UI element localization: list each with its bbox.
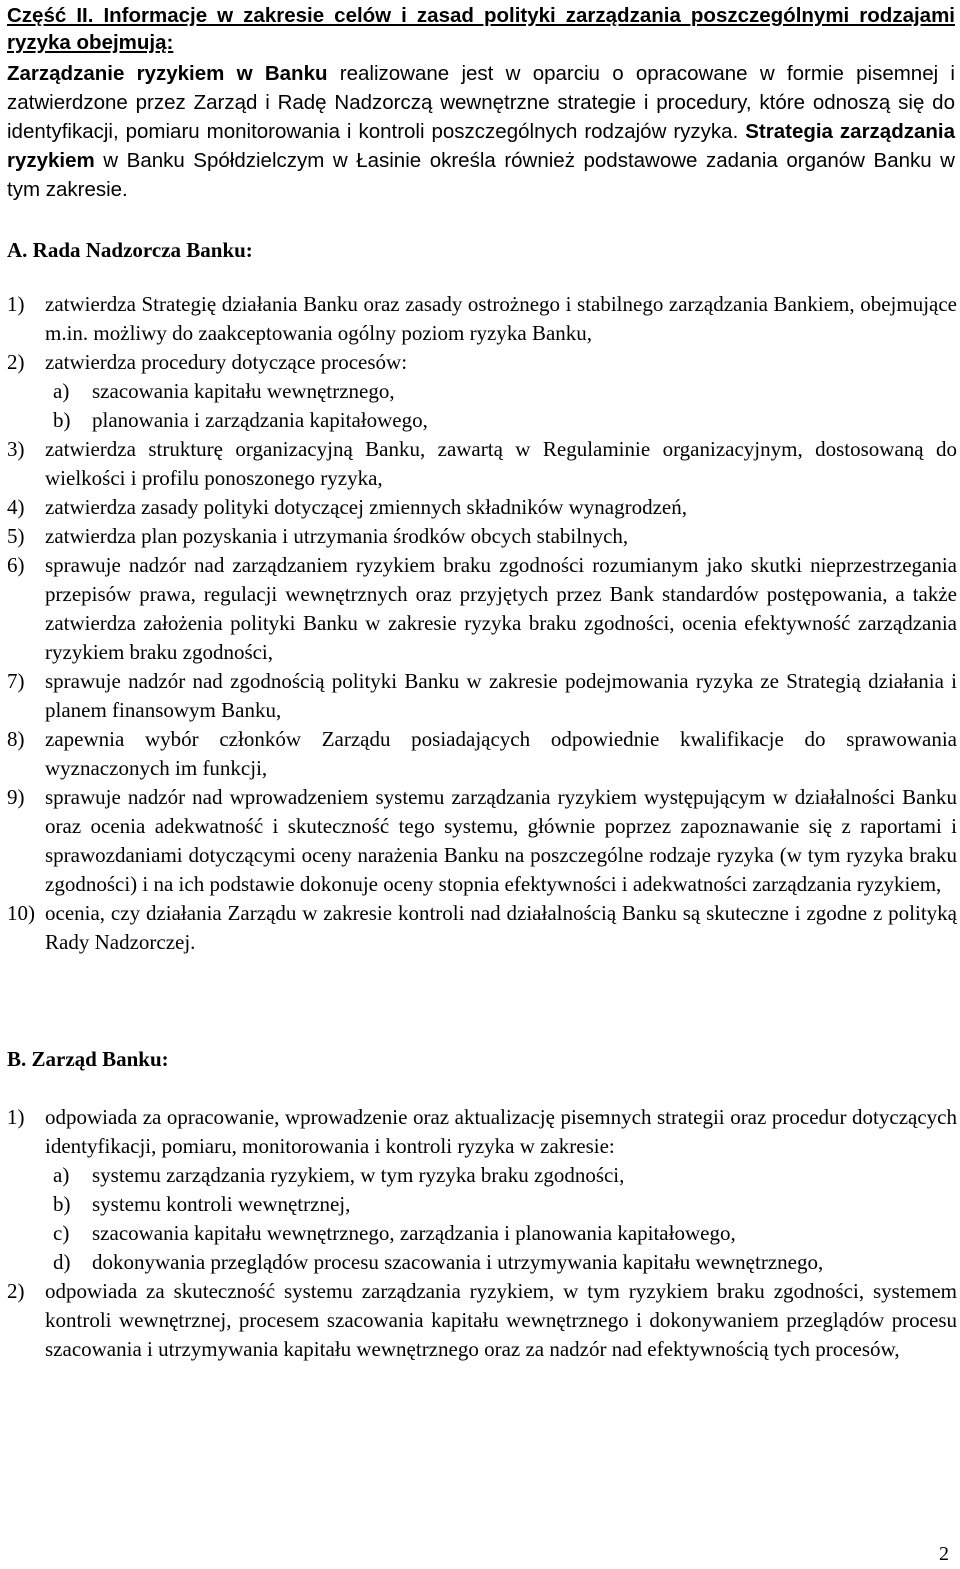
- section-b-list: [7, 1103, 957, 1364]
- list-item-text: zatwierdza plan pozyskania i utrzymania środków obcych stabilnych,: [45, 524, 629, 548]
- list-item-number: 9): [7, 785, 25, 809]
- sub-list-item: [45, 1161, 957, 1190]
- intro-text-2: w Banku Spółdzielczym w Łasinie określa również podstawowe zadania organów Banku w tym zakresie.: [7, 149, 955, 201]
- list-item: [7, 522, 957, 551]
- list-item: [7, 1277, 957, 1364]
- sub-list-item: [45, 377, 957, 406]
- sub-list-item: [45, 1219, 957, 1248]
- list-item-text: zapewnia wybór członków Zarządu posiadających odpowiednie kwalifikacje do sprawowania wyznaczonych im funkcji,: [45, 727, 957, 780]
- list-item-text: sprawuje nadzór nad zarządzaniem ryzykiem braku zgodności rozumianym jako skutki nieprzestrzegania przepisów prawa, regulacji wewnętrznych oraz przyjętych przez Bank standardów postępowania, a także zatwierdza założenia polityki Banku w zakresie ryzyka braku zgodności, ocenia efektywność zarządzania ryzykiem braku zgodności,: [45, 553, 957, 664]
- sub-list-item-letter: b): [53, 1192, 71, 1216]
- intro-paragraph: [7, 59, 955, 204]
- list-item-number: 2): [7, 1279, 25, 1303]
- list-item-number: 10): [7, 901, 35, 925]
- page-title: Część II. Informacje w zakresie celów i zasad polityki zarządzania poszczególnymi rodzajami ryzyka obejmują:: [7, 4, 955, 54]
- list-item: [7, 783, 957, 899]
- section-a-heading: A. Rada Nadzorcza Banku:: [7, 238, 253, 262]
- sub-list-item-text: planowania i zarządzania kapitałowego,: [92, 408, 428, 432]
- sub-list-item-letter: a): [53, 1163, 70, 1187]
- sub-list-item-text: szacowania kapitału wewnętrznego,: [92, 379, 395, 403]
- page-number: 2: [939, 1543, 949, 1565]
- list-item-number: 8): [7, 727, 25, 751]
- list-item: [7, 1103, 957, 1277]
- sub-list: [45, 1161, 957, 1277]
- sub-list-item-letter: b): [53, 408, 71, 432]
- list-item-text: ocenia, czy działania Zarządu w zakresie kontroli nad działalnością Banku są skuteczne i zgodne z polityką Rady Nadzorczej.: [45, 901, 957, 954]
- sub-list-item-text: systemu zarządzania ryzykiem, w tym ryzyka braku zgodności,: [92, 1163, 625, 1187]
- sub-list: [45, 377, 957, 435]
- sub-list-item-text: szacowania kapitału wewnętrznego, zarządzania i planowania kapitałowego,: [92, 1221, 736, 1245]
- sub-list-item: [45, 406, 957, 435]
- list-item-number: 6): [7, 553, 25, 577]
- list-item-number: 7): [7, 669, 25, 693]
- intro-text-1: realizowane jest w oparciu o opracowane w formie pisemnej i zatwierdzone przez Zarząd i Radę Nadzorczą wewnętrzne strategie i procedury, które odnoszą się do identyfikacji, pomiaru monitorowania i kontroli poszczególnych rodzajów ryzyka.: [7, 62, 955, 143]
- list-item: [7, 348, 957, 435]
- list-item: [7, 899, 957, 957]
- section-a-list: [7, 290, 957, 957]
- list-item-number: 4): [7, 495, 25, 519]
- sub-list-item-letter: d): [53, 1250, 71, 1274]
- section-b-heading: B. Zarząd Banku:: [7, 1047, 169, 1071]
- sub-list-item-text: systemu kontroli wewnętrznej,: [92, 1192, 351, 1216]
- list-item-text: odpowiada za opracowanie, wprowadzenie oraz aktualizację pisemnych strategii oraz procedur dotyczących identyfikacji, pomiaru, monitorowania i kontroli ryzyka w zakresie:: [45, 1105, 957, 1158]
- list-item: [7, 725, 957, 783]
- list-item-number: 1): [7, 292, 25, 316]
- list-item-number: 2): [7, 350, 25, 374]
- list-item: [7, 435, 957, 493]
- sub-list-item: [45, 1190, 957, 1219]
- list-item-text: zatwierdza Strategię działania Banku oraz zasady ostrożnego i stabilnego zarządzania Bankiem, obejmujące m.in. możliwy do zaakceptowania ogólny poziom ryzyka Banku,: [45, 292, 957, 345]
- list-item-number: 5): [7, 524, 25, 548]
- list-item: [7, 667, 957, 725]
- sub-list-item-letter: a): [53, 379, 70, 403]
- sub-list-item-letter: c): [53, 1221, 70, 1245]
- list-item: [7, 493, 957, 522]
- list-item-text: odpowiada za skuteczność systemu zarządzania ryzykiem, w tym ryzykiem braku zgodności, systemem kontroli wewnętrznej, procesem szacowania kapitału wewnętrznego i dokonywaniem przeglądów procesu szacowania i utrzymywania kapitału wewnętrznego oraz za nadzór nad efektywnością tych procesów,: [45, 1279, 957, 1361]
- list-item-text: sprawuje nadzór nad wprowadzeniem systemu zarządzania ryzykiem występującym w działalności Banku oraz ocenia adekwatność i skuteczność tego systemu, głównie poprzez zapoznawanie się z raportami i sprawozdaniami dotyczącymi oceny narażenia Banku na poszczególne rodzaje ryzyka (w tym ryzyka braku zgodności) i na ich podstawie dokonuje oceny stopnia efektywności i adekwatności zarządzania ryzykiem,: [45, 785, 957, 896]
- intro-bold-1: Zarządzanie ryzykiem w Banku: [7, 62, 328, 85]
- list-item: [7, 290, 957, 348]
- list-item: [7, 551, 957, 667]
- list-item-text: zatwierdza zasady polityki dotyczącej zmiennych składników wynagrodzeń,: [45, 495, 688, 519]
- list-item-text: sprawuje nadzór nad zgodnością polityki Banku w zakresie podejmowania ryzyka ze Strategią działania i planem finansowym Banku,: [45, 669, 957, 722]
- list-item-text: zatwierdza procedury dotyczące procesów:: [45, 350, 408, 374]
- intro-bold-2: Strategia zarządzania ryzykiem: [7, 120, 955, 172]
- list-item-text: zatwierdza strukturę organizacyjną Banku, zawartą w Regulaminie organizacyjnym, dostosowaną do wielkości i profilu ponoszonego ryzyka,: [45, 437, 957, 490]
- list-item-number: 1): [7, 1105, 25, 1129]
- sub-list-item-text: dokonywania przeglądów procesu szacowania i utrzymywania kapitału wewnętrznego,: [92, 1250, 824, 1274]
- sub-list-item: [45, 1248, 957, 1277]
- list-item-number: 3): [7, 437, 25, 461]
